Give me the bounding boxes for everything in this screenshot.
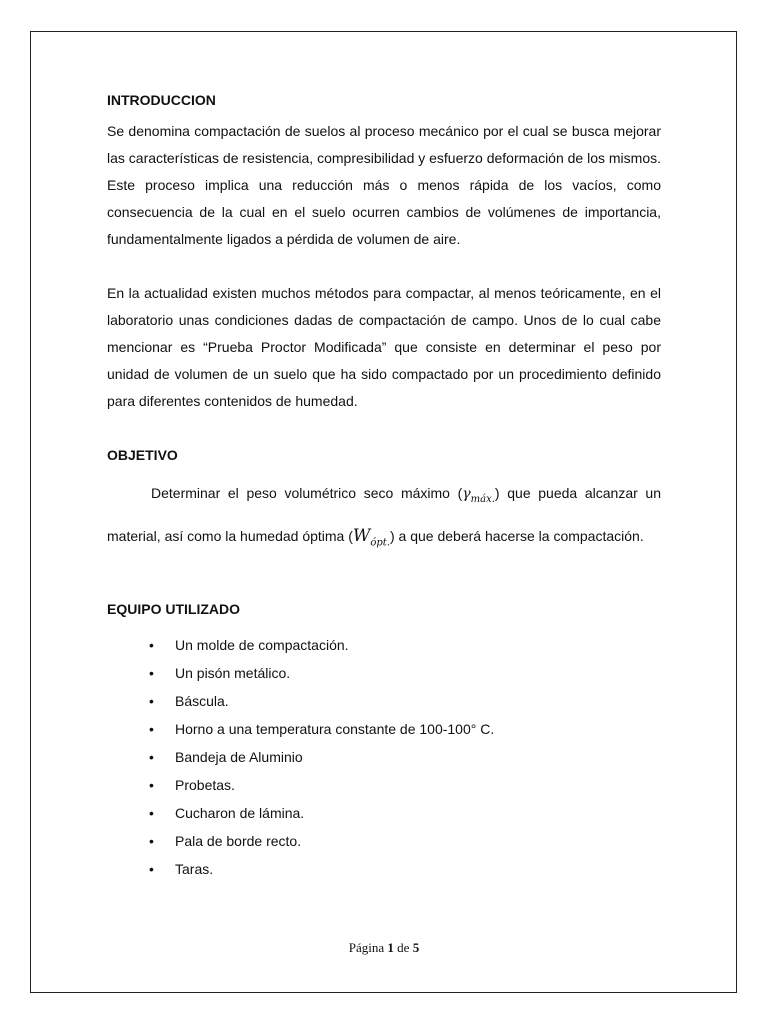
document-body (107, 88, 661, 883)
list-item: • Un pisón metálico. (147, 659, 661, 687)
list-item: • Báscula. (147, 687, 661, 715)
w-glyph: W (352, 525, 371, 546)
gamma-max-symbol (462, 486, 495, 505)
list-item: • Taras. (147, 855, 661, 883)
objetivo-text-2: ) que pueda alcanzar un material, así como la humedad óptima ( (107, 485, 662, 544)
footer-total-pages: 5 (412, 940, 420, 955)
footer-of-label: de (397, 940, 410, 955)
list-item: • Un molde de compactación. (147, 631, 661, 659)
footer-page-label: Página (348, 940, 385, 955)
list-item: • Horno a una temperatura constante de 100-100° C. (147, 715, 661, 743)
intro-paragraph-1: Se denomina compactación de suelos al proceso mecánico por el cual se busca mejorar las características de resistencia, compresibilidad y esfuerzo deformación de los mismos. Este proceso implica una reducción más o menos rápida de los vacíos, como consecuencia de la cual en el suelo ocurren cambios de volúmenes de importancia, fundamentalmente ligados a pérdida de volumen de aire. (107, 123, 662, 247)
intro-paragraph-2: En la actualidad existen muchos métodos para compactar, al menos teóricamente, en el laboratorio unas condiciones dadas de compactación de campo. Unos de lo cual cabe mencionar es “Prueba Proctor Modificada” que consiste en determinar el peso por unidad de volumen de un suelo que ha sido compactado por un procedimiento definido para diferentes contenidos de humedad. (107, 285, 661, 409)
objetivo-text-3: ) a que deberá hacerse la compactación. (390, 527, 644, 544)
gamma-subscript: máx. (470, 493, 495, 505)
equipo-list (107, 631, 661, 883)
equipo-heading: EQUIPO UTILIZADO (107, 601, 240, 618)
objetivo-heading: OBJETIVO (107, 447, 178, 463)
intro-heading: INTRODUCCION (107, 92, 216, 108)
objetivo-text-1: Determinar el peso volumétrico seco máximo ( (151, 485, 463, 501)
w-subscript: ópt. (370, 537, 390, 549)
list-item: • Cucharon de lámina. (147, 799, 661, 827)
gamma-glyph: γ (462, 486, 471, 502)
list-item: • Probetas. (147, 771, 661, 799)
page-footer (0, 940, 768, 956)
footer-page-number: 1 (387, 940, 394, 955)
w-opt-symbol (352, 525, 390, 549)
list-item: • Pala de borde recto. (147, 827, 661, 855)
objetivo-paragraph (107, 475, 661, 561)
list-item: • Bandeja de Aluminio (147, 743, 661, 771)
